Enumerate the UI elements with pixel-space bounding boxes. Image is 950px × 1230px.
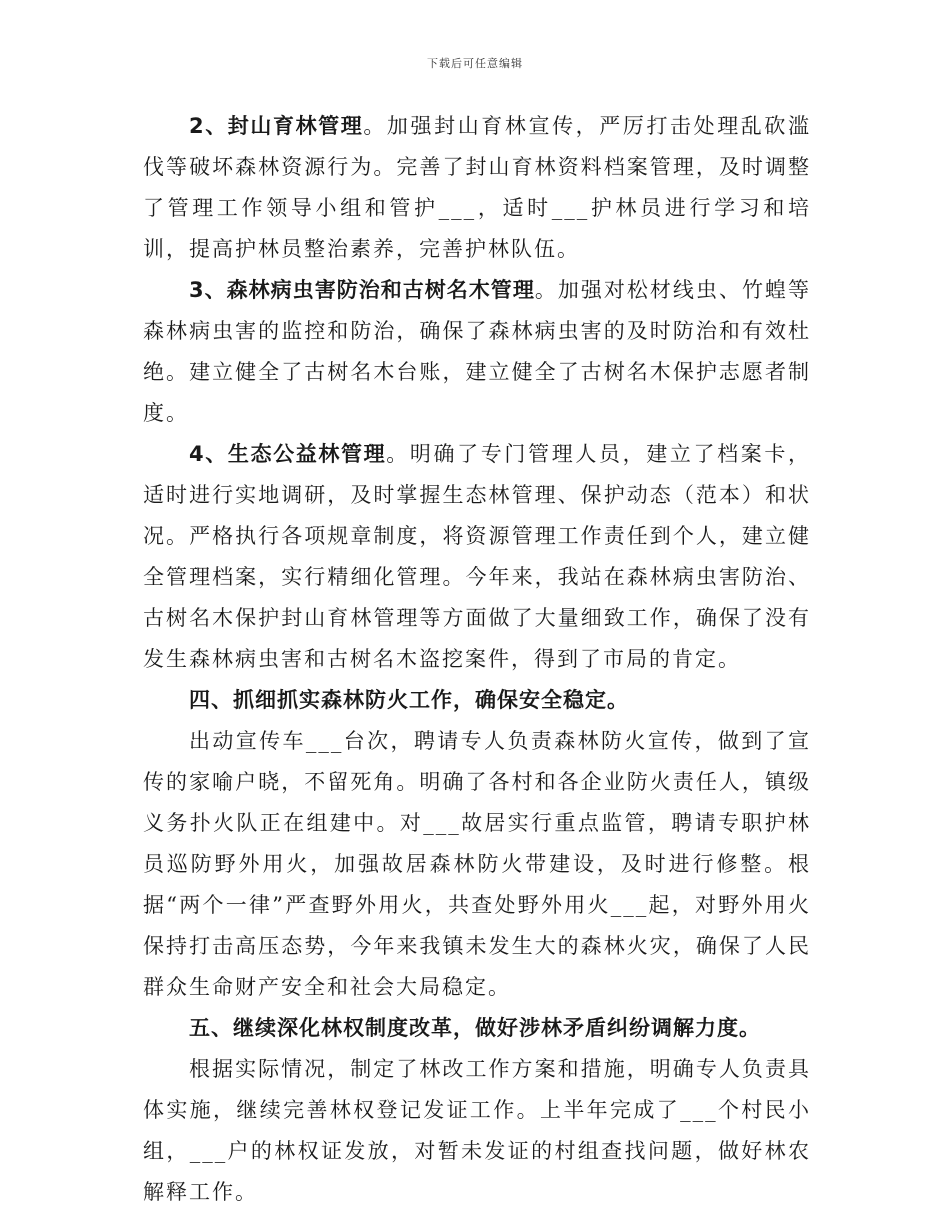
section-4-paragraph: 出动宣传车___台次，聘请专人负责森林防火宣传，做到了宣传的家喻户晓，不留死角。明确了各村和各企业防火责任人，镇级义务扑火队正在组建中。对___故居实行重点监管，聘请专职护林员巡防野外用火，加强故居森林防火带建设，及时进行修整。根据“两个一律”严查野外用火，共查处野外用火___起，对野外用火保持打击高压态势，今年来我镇未发生大的森林火灾，确保了人民群众生命财产安全和社会大局稳定。 [143, 729, 811, 999]
item-2-text: 。加强封山育林宣传，严厉打击处理乱砍滥伐等破坏森林资源行为。完善了封山育林资料档案管理，及时调整了管理工作领导小组和管护___，适时___护林员进行学习和培训，提高护林员整治素养，完善护林队伍。 [143, 114, 811, 261]
item-3-title: 3、森林病虫害防治和古树名木管理 [189, 278, 535, 302]
paragraph-item-2 [143, 106, 811, 270]
item-4-title: 4、生态公益林管理 [189, 442, 387, 466]
header-note: 下载后可任意编辑 [427, 57, 523, 70]
paragraph-item-4 [143, 434, 811, 680]
item-4-text: 。明确了专门管理人员，建立了档案卡，适时进行实地调研，及时掌握生态林管理、保护动态（范本）和状况。严格执行各项规章制度，将资源管理工作责任到个人，建立健全管理档案，实行精细化管理。今年来，我站在森林病虫害防治、古树名木保护封山育林管理等方面做了大量细致工作，确保了没有发生森林病虫害和古树名木盗挖案件，得到了市局的肯定。 [143, 442, 811, 671]
section-5-paragraph: 根据实际情况，制定了林改工作方案和措施，明确专人负责具体实施，继续完善林权登记发证工作。上半年完成了___个村民小组，___户的林权证发放，对暂未发证的村组查找问题，做好林农解释工作。 [143, 1057, 811, 1204]
section-5-heading: 五、继续深化林权制度改革，做好涉林矛盾纠纷调解力度。 [189, 1016, 761, 1040]
item-2-title: 2、封山育林管理 [189, 114, 364, 138]
section-4-heading: 四、抓细抓实森林防火工作，确保安全稳定。 [189, 688, 629, 712]
paragraph-item-3 [143, 270, 811, 434]
document-body [143, 106, 811, 1213]
item-3-text: 。加强对松材线虫、竹蝗等森林病虫害的监控和防治，确保了森林病虫害的及时防治和有效杜绝。建立健全了古树名木台账，建立健全了古树名木保护志愿者制度。 [143, 278, 811, 425]
